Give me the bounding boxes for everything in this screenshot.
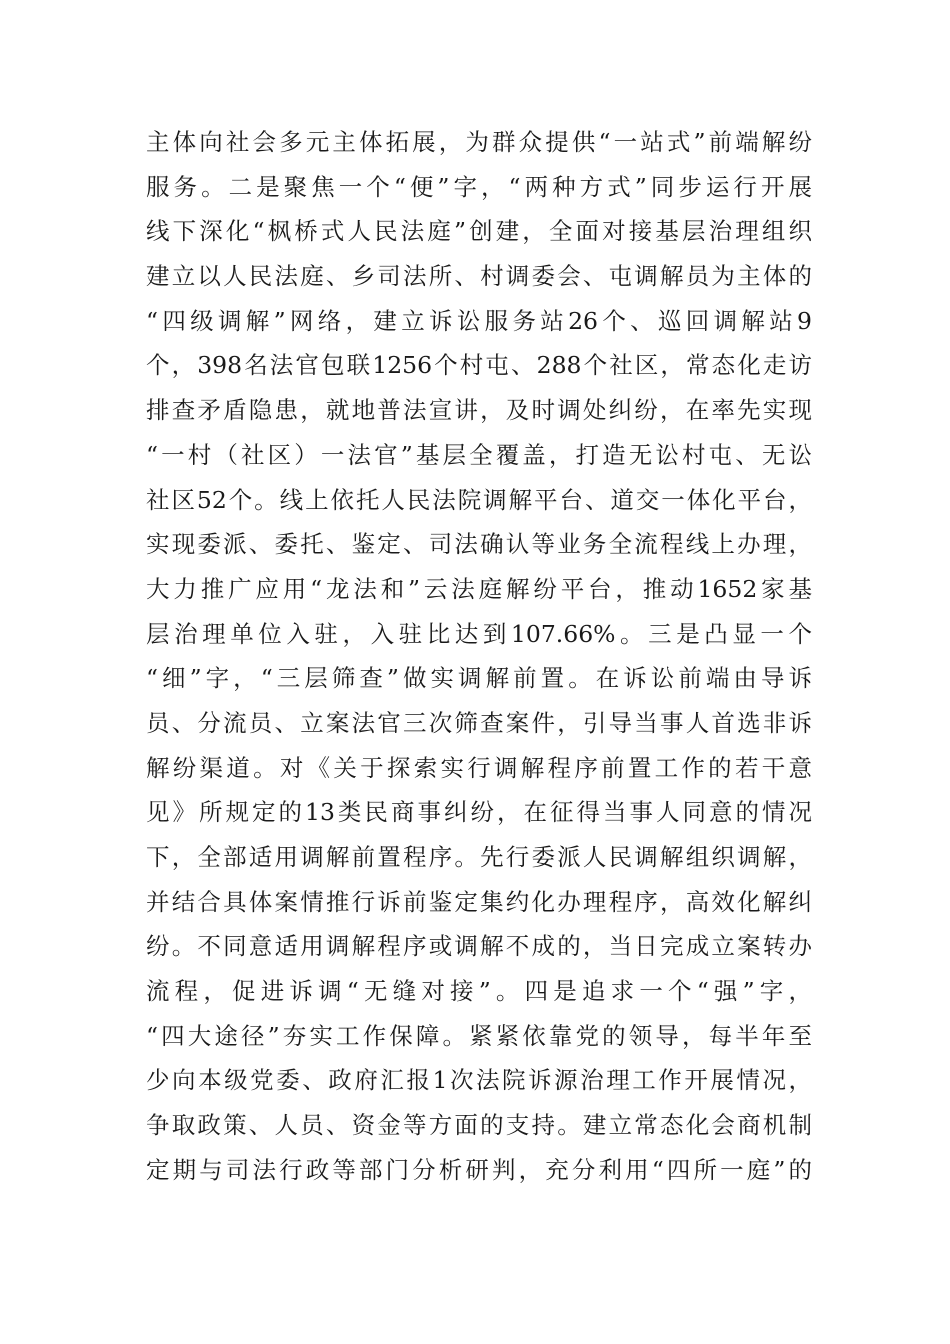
text-line: 纷。不同意适用调解程序或调解不成的，当日完成立案转办	[146, 932, 812, 961]
text-line: 大力推广应用“龙法和”云法庭解纷平台，推动1652家基	[146, 574, 812, 603]
text-line: 少向本级党委、政府汇报1次法院诉源治理工作开展情况，	[146, 1066, 812, 1095]
text-line: “四大途径”夯实工作保障。紧紧依靠党的领导，每半年至	[146, 1021, 812, 1050]
text-line: 层治理单位入驻，入驻比达到107.66%。三是凸显一个	[146, 619, 812, 648]
text-line: 员、分流员、立案法官三次筛查案件，引导当事人首选非诉	[146, 708, 812, 737]
text-line: 争取政策、人员、资金等方面的支持。建立常态化会商机制	[146, 1111, 812, 1140]
text-line: 服务。二是聚焦一个“便”字，“两种方式”同步运行开展	[146, 172, 812, 201]
text-line: “四级调解”网络，建立诉讼服务站26个、巡回调解站9	[146, 306, 812, 335]
text-line: 并结合具体案情推行诉前鉴定集约化办理程序，高效化解纠	[146, 887, 812, 916]
text-line: 下，全部适用调解前置程序。先行委派人民调解组织调解，	[146, 843, 812, 871]
text-line: “一村（社区）一法官”基层全覆盖，打造无讼村屯、无讼	[146, 440, 812, 469]
text-line: 见》所规定的13类民商事纠纷，在征得当事人同意的情况	[146, 798, 812, 827]
body-paragraph	[146, 120, 812, 1193]
text-line: 个，398名法官包联1256个村屯、288个社区，常态化走访	[146, 351, 812, 380]
text-line: 定期与司法行政等部门分析研判，充分利用“四所一庭”的	[146, 1155, 812, 1184]
text-line: “细”字，“三层筛查”做实调解前置。在诉讼前端由导诉	[146, 664, 812, 693]
text-line: 建立以人民法庭、乡司法所、村调委会、屯调解员为主体的	[146, 262, 812, 291]
text-line: 流程，促进诉调“无缝对接”。四是追求一个“强”字，	[146, 977, 812, 1006]
text-line: 实现委派、委托、鉴定、司法确认等业务全流程线上办理，	[146, 530, 812, 559]
text-line: 解纷渠道。对《关于探索实行调解程序前置工作的若干意	[146, 753, 812, 782]
text-line: 线下深化“枫桥式人民法庭”创建，全面对接基层治理组织	[146, 217, 812, 246]
text-line: 排查矛盾隐患，就地普法宣讲，及时调处纠纷，在率先实现	[146, 396, 812, 425]
text-line: 社区52个。线上依托人民法院调解平台、道交一体化平台，	[146, 485, 812, 514]
text-line: 主体向社会多元主体拓展，为群众提供“一站式”前端解纷	[146, 128, 812, 156]
